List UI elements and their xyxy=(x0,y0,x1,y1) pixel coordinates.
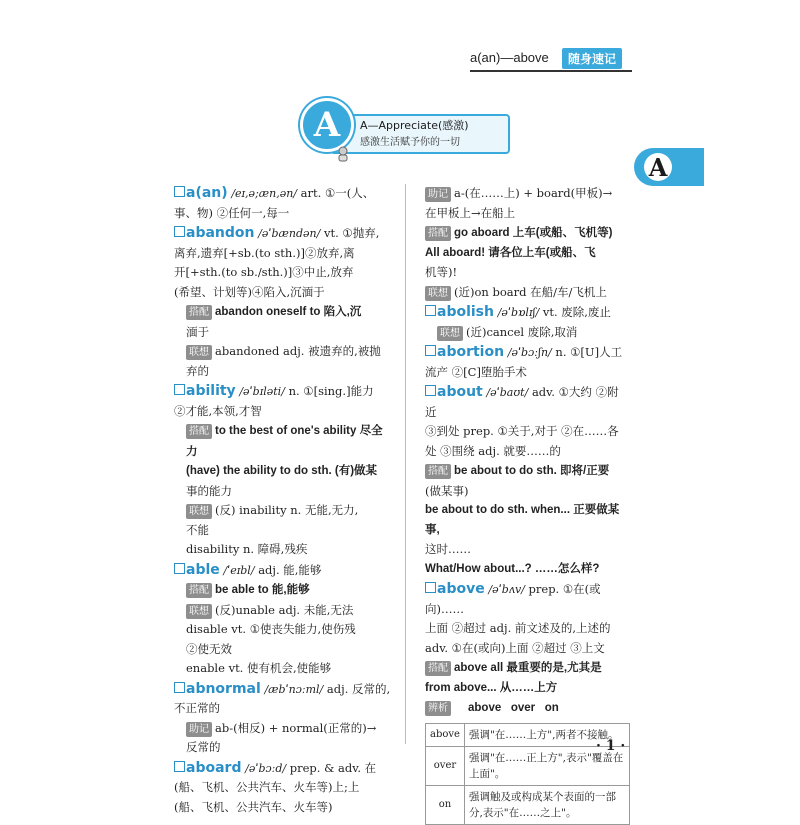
association-tag: 联想 xyxy=(425,286,451,301)
checkbox-icon xyxy=(425,305,436,316)
collocation: from above... 从……上方 xyxy=(425,681,558,694)
mnemonic: 在甲板上→在船上 xyxy=(425,205,516,220)
pronunciation: /əˈbændən/ xyxy=(258,227,321,240)
headword: abnormal xyxy=(186,680,261,697)
entry-abolish xyxy=(425,303,630,342)
entry-aboard-continued xyxy=(425,184,630,302)
collocation: 这时…… xyxy=(425,542,471,556)
header-tag: 随身速记 xyxy=(562,48,622,69)
page-number: · 1 · xyxy=(596,738,626,754)
collocation: above all 最重要的是,尤其是 xyxy=(454,662,602,674)
entry-able xyxy=(174,561,394,679)
collocation: All aboard! 请各位上车(或船、飞 xyxy=(425,246,596,259)
association: 弃的 xyxy=(186,363,209,378)
section-tab xyxy=(634,148,704,186)
collocation: go aboard 上车(或船、飞机等) xyxy=(454,227,613,239)
entry-abnormal xyxy=(174,680,394,758)
definition: 离弃,遗弃[+sb.(to sth.)]②放弃,离 xyxy=(174,245,355,260)
association-tag: 联想 xyxy=(437,326,463,341)
table-cell-word: above xyxy=(426,723,465,746)
definition: n. ①[U]人工 xyxy=(555,345,623,359)
checkbox-icon xyxy=(174,563,185,574)
pronunciation: /əˈbɔːd/ xyxy=(245,761,287,775)
table-cell-desc: 强调"在……上方",两者不接触。 xyxy=(464,723,629,746)
definition: prep. & adv. 在 xyxy=(289,760,377,775)
banner-title: A—Appreciate(感激) xyxy=(360,119,469,132)
header-range: a(an)—above xyxy=(470,50,549,65)
pronunciation: /əˈbɒlɪʃ/ xyxy=(497,306,540,319)
banner-letter: A xyxy=(300,98,354,152)
definition: (船、飞机、公共汽车、火车等) xyxy=(174,799,333,814)
association: disability n. 障碍,残疾 xyxy=(186,542,308,556)
definition: (希望、计划等)④陷入,沉湎于 xyxy=(174,284,325,299)
definition: (船、飞机、公共汽车、火车等)上;上 xyxy=(174,780,360,794)
collocation: 事的能力 xyxy=(186,483,232,498)
collocation: be about to do sth. when... 正要做某事, xyxy=(425,504,620,536)
checkbox-icon xyxy=(174,761,185,772)
collocation-tag: 搭配 xyxy=(425,226,451,241)
checkbox-icon xyxy=(425,345,436,356)
association: abandoned adj. 被遗弃的,被抛 xyxy=(215,344,381,358)
comparison-tag: 辨析 xyxy=(425,701,451,716)
checkbox-icon xyxy=(174,186,185,197)
entry-a-an xyxy=(174,184,394,223)
left-column xyxy=(174,184,394,818)
association: (近)on board 在船/车/飞机上 xyxy=(454,284,607,299)
mnemonic: a-(在……上) + board(甲板)→ xyxy=(454,186,613,200)
pronunciation: /ˈeɪbl/ xyxy=(223,563,255,577)
collocation: abandon oneself to 陷入,沉 xyxy=(215,306,362,318)
column-divider xyxy=(405,184,406,744)
definition: 上面 ②超过 adj. 前文述及的,上述的 xyxy=(425,621,611,635)
association: disable vt. ①使丧失能力,使伤残 xyxy=(186,622,356,636)
definition: ③到处 prep. ①关于,对于 ②在……各 xyxy=(425,424,619,438)
entry-ability xyxy=(174,382,394,560)
headword: abortion xyxy=(437,344,505,360)
association-tag: 联想 xyxy=(186,504,212,519)
collocation: What/How about...? ……怎么样? xyxy=(425,562,600,575)
association: enable vt. 使有机会,使能够 xyxy=(186,661,332,675)
table-row xyxy=(426,785,630,824)
header-rule xyxy=(470,70,632,72)
headword: abandon xyxy=(186,225,255,241)
definition: adv. ①在(或向)上面 ②超过 ③上文 xyxy=(425,640,605,655)
table-cell-desc: 强调"在……正上方",表示"覆盖在上面"。 xyxy=(464,746,629,785)
definition: adj. 反常的, xyxy=(326,681,391,696)
definition: 处 ③围绕 adj. 就要……的 xyxy=(425,443,561,458)
definition: art. ①一(人、 xyxy=(300,186,375,200)
definition: ②才能,本领,才智 xyxy=(174,403,262,418)
section-tab-letter: A xyxy=(644,153,672,181)
headword: above xyxy=(437,581,485,597)
headword: able xyxy=(186,561,220,578)
association: ②使无效 xyxy=(186,641,232,656)
association: (反) inability n. 无能,无力, xyxy=(215,503,359,517)
pronunciation: /əˈbɪləti/ xyxy=(239,385,285,398)
collocation: (做某事) xyxy=(425,483,469,498)
headword: a(an) xyxy=(186,185,228,201)
collocation-tag: 搭配 xyxy=(186,583,212,598)
association-tag: 联想 xyxy=(186,345,212,360)
definition: 事、物) ②任何一,每一 xyxy=(174,205,290,220)
collocation: 湎于 xyxy=(186,324,209,339)
pronunciation: /əˈbaʊt/ xyxy=(486,386,529,399)
checkbox-icon xyxy=(425,385,436,396)
checkbox-icon xyxy=(174,682,185,693)
headword: about xyxy=(437,384,483,400)
definition: adv. ①大约 ②附近 xyxy=(425,385,619,419)
banner-subtitle: 感激生活赋予你的一切 xyxy=(360,137,460,148)
headword: abolish xyxy=(437,304,494,320)
table-cell-word: over xyxy=(426,746,465,785)
collocation-tag: 搭配 xyxy=(425,464,451,479)
collocation: be about to do sth. 即将/正要 xyxy=(454,465,610,477)
mnemonic: 反常的 xyxy=(186,740,221,754)
association: (近)cancel 废除,取消 xyxy=(466,324,578,339)
collocation-tag: 搭配 xyxy=(186,305,212,320)
running-header xyxy=(470,48,630,70)
association-tag: 联想 xyxy=(186,604,212,619)
definition: 开[+sth.(to sb./sth.)]③中止,放弃 xyxy=(174,265,354,279)
collocation: 机等)! xyxy=(425,265,458,279)
mascot-icon xyxy=(336,146,350,165)
headword: ability xyxy=(186,383,236,399)
comparison-words: above over on xyxy=(468,702,559,714)
collocation-tag: 搭配 xyxy=(186,424,212,439)
pronunciation: /əˈbɔːʃn/ xyxy=(507,346,552,359)
entry-about xyxy=(425,383,630,579)
pronunciation: /əˈbʌv/ xyxy=(488,583,525,596)
pronunciation: /eɪ,ə;æn,ən/ xyxy=(231,187,297,200)
mnemonic-tag: 助记 xyxy=(425,187,451,202)
association: 不能 xyxy=(186,522,209,537)
definition: n. ①[sing.]能力 xyxy=(288,384,374,398)
collocation: to the best of one's ability 尽全力 xyxy=(186,425,383,458)
headword: aboard xyxy=(186,759,242,776)
table-cell-desc: 强调触及或构成某个表面的一部分,表示"在……之上"。 xyxy=(464,785,629,824)
collocation-tag: 搭配 xyxy=(425,661,451,676)
entry-above xyxy=(425,580,630,719)
entry-aboard xyxy=(174,759,394,818)
definition: 流产 ②[C]堕胎手术 xyxy=(425,364,527,379)
mnemonic-tag: 助记 xyxy=(186,722,212,737)
table-cell-word: on xyxy=(426,785,465,824)
letter-banner xyxy=(300,96,510,166)
entry-abandon xyxy=(174,224,394,381)
checkbox-icon xyxy=(425,582,436,593)
definition: 不正常的 xyxy=(174,701,220,715)
definition: vt. 废除,废止 xyxy=(542,305,611,319)
association: (反)unable adj. 未能,无法 xyxy=(215,602,354,617)
checkbox-icon xyxy=(174,226,185,237)
collocation: be able to 能,能够 xyxy=(215,584,310,596)
pronunciation: /æbˈnɔːml/ xyxy=(264,682,324,696)
checkbox-icon xyxy=(174,384,185,395)
definition: prep. ①在(或向)…… xyxy=(425,582,601,616)
definition: adj. 能,能够 xyxy=(258,562,322,577)
mnemonic: ab-(相反) + normal(正常的)→ xyxy=(215,720,377,735)
collocation: (have) the ability to do sth. (有)做某 xyxy=(186,465,378,477)
right-column xyxy=(425,184,630,825)
entry-abortion xyxy=(425,343,630,382)
definition: vt. ①抛弃, xyxy=(323,226,380,240)
